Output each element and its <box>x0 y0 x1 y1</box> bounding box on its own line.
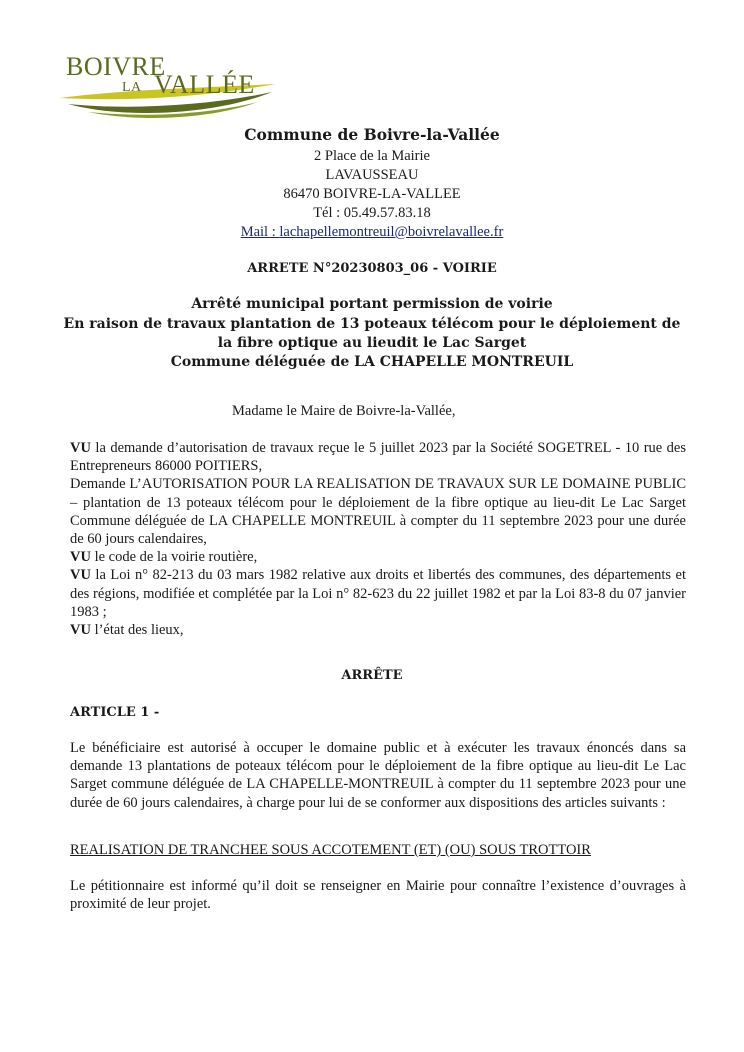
arrete-heading: ARRÊTE <box>341 668 403 683</box>
petitionnaire-note: Le pétitionnaire est informé qu’il doit se renseigner en Mairie pour connaître l’existence d’ouvrages à proximité de leur projet. <box>70 878 686 913</box>
title-line-1: Arrêté municipal portant permission de voirie <box>191 296 553 312</box>
consideration-item: VU la Loi n° 82-213 du 03 mars 1982 relative aux droits et libertés des communes, des départements et des régions, modifiée et complétée par la Loi n° 82-623 du 22 juillet 1982 et par la Loi 83-8 du 07 janvier 1983 ; <box>70 567 686 620</box>
mayor-salutation: Madame le Maire de Boivre-la-Vallée, <box>232 403 456 419</box>
address-line-3: 86470 BOIVRE-LA-VALLEE <box>283 186 461 202</box>
logo-line3: VALLÉE <box>154 70 255 99</box>
logo-line1: BOIVRE <box>66 52 166 81</box>
article-1-body: Le bénéficiaire est autorisé à occuper le domaine public et à exécuter les travaux énoncés dans sa demande 13 plantations de poteaux télécom pour le déploiement de la fibre optique au lieu-dit Le Lac Sarget commune déléguée de LA CHAPELLE-MONTREUIL à compter du 11 septembre 2023 pour une durée de 60 jours calendaires, à charge pour lui de se conformer aux dispositions des articles suivants : <box>70 740 686 811</box>
consideration-item: VU l’état des lieux, <box>70 622 184 639</box>
title-line-2: En raison de travaux plantation de 13 poteaux télécom pour le déploiement de <box>63 316 681 332</box>
consideration-item: VU la demande d’autorisation de travaux reçue le 5 juillet 2023 par la Société SOGETREL - 10 rue des Entrepreneurs 86000 POITIERS, <box>70 440 686 475</box>
title-line-3: la fibre optique au lieudit le Lac Sarget <box>217 335 527 351</box>
mail-line <box>0 224 744 241</box>
commune-name: Commune de Boivre-la-Vallée <box>244 125 500 144</box>
boivre-la-vallee-logo <box>58 50 278 130</box>
arrete-number: ARRETE N°20230803_06 - VOIRIE <box>247 261 497 276</box>
consideration-item: Demande L’AUTORISATION POUR LA REALISATION DE TRAVAUX SUR LE DOMAINE PUBLIC – plantation de 13 poteaux télécom pour le déploiement de la fibre optique au lieu-dit Le Lac Sarget Commune déléguée de LA CHAPELLE MONTREUIL à compter du 11 septembre 2023 pour une durée de 60 jours calendaires, <box>70 476 686 548</box>
consideration-item: VU le code de la voirie routière, <box>70 549 258 566</box>
title-line-4: Commune déléguée de LA CHAPELLE MONTREUIL <box>170 354 574 370</box>
article-1-heading: ARTICLE 1 - <box>70 705 160 720</box>
telephone: Tél : 05.49.57.83.18 <box>313 205 431 221</box>
mail-link[interactable]: lachapellemontreuil@boivrelavallee.fr <box>279 224 504 240</box>
considerations <box>70 439 686 639</box>
realisation-subheading: REALISATION DE TRANCHEE SOUS ACCOTEMENT (ET) (OU) SOUS TROTTOIR <box>70 842 591 858</box>
mail-label: Mail : <box>240 224 280 240</box>
logo-line2: LA <box>122 80 142 95</box>
address-line-1: 2 Place de la Mairie <box>314 148 430 164</box>
address-line-2: LAVAUSSEAU <box>325 167 419 183</box>
